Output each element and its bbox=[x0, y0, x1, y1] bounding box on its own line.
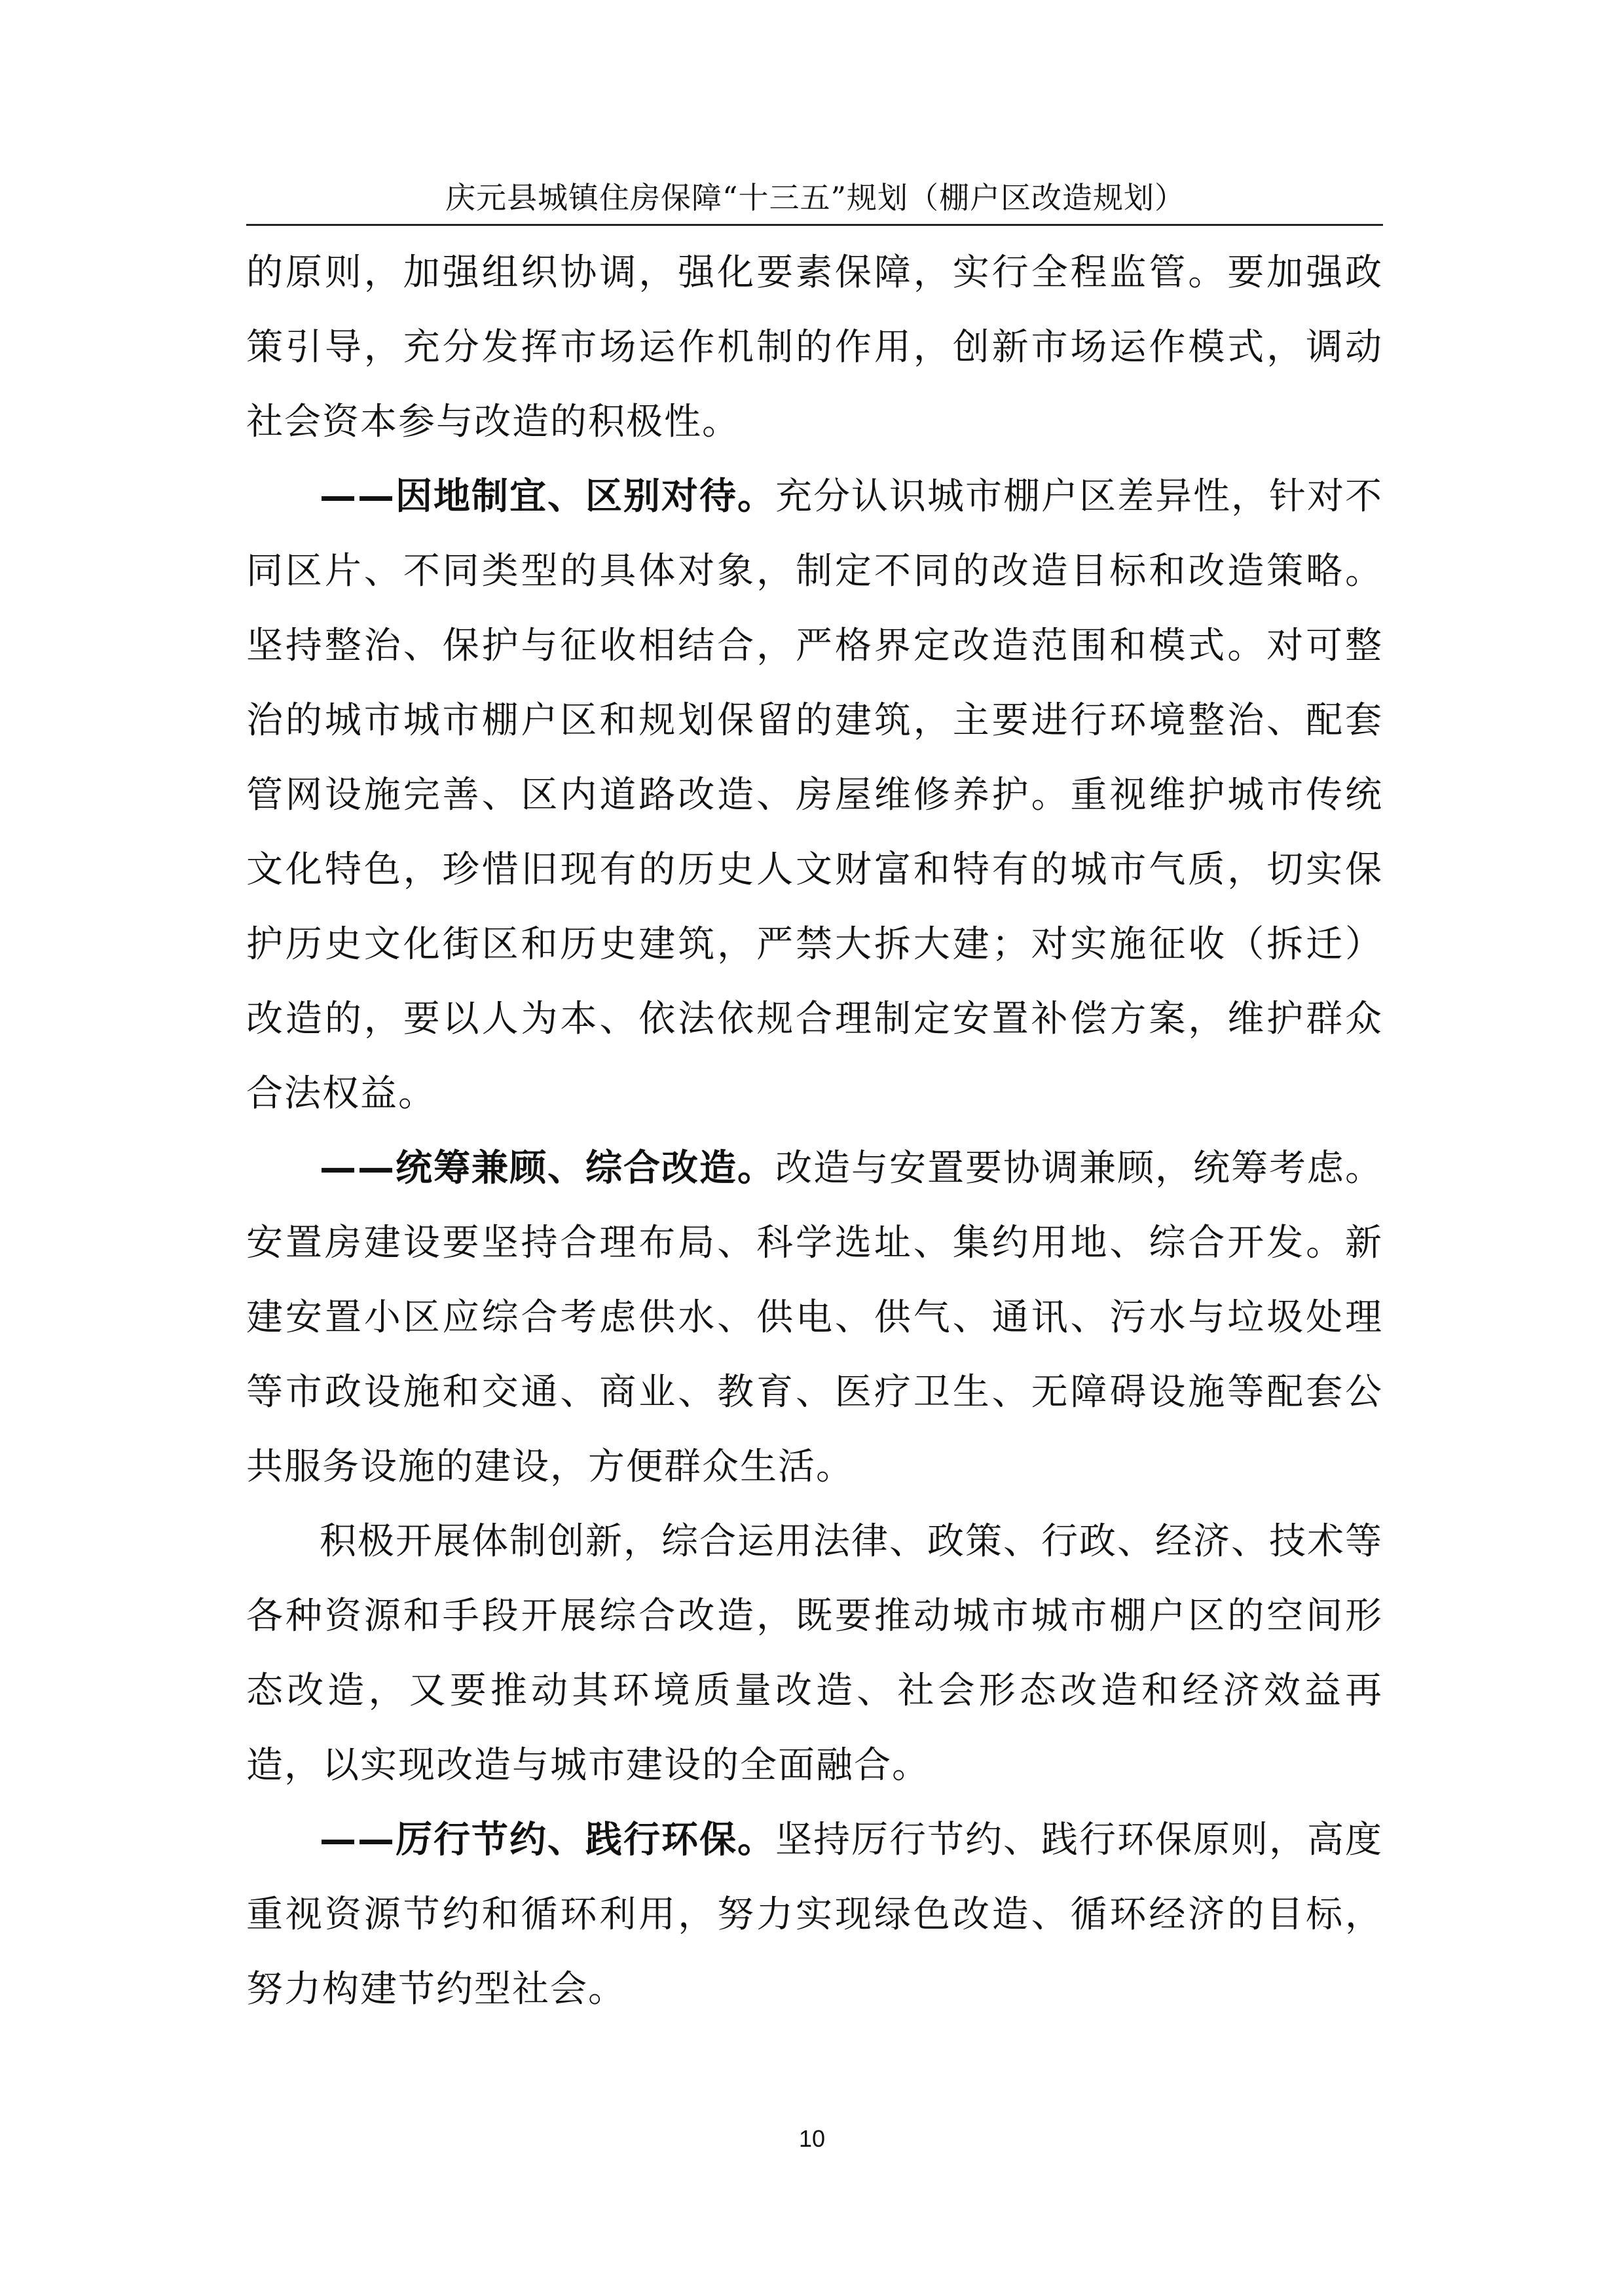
body-text bbox=[246, 236, 1383, 2027]
paragraph-text: 积极开展体制创新，综合运用法律、政策、行政、经济、技术等各种资源和手段开展综合改造，既要推动城市城市棚户区的空间形态改造，又要推动其环境质量改造、社会形态改造和经济效益再造，以实现改造与城市建设的全面融合。 bbox=[246, 1520, 1383, 1787]
header-divider bbox=[246, 224, 1383, 226]
paragraph-lead-heading: ——因地制宜、区别对待。 bbox=[320, 475, 775, 518]
paragraph bbox=[246, 236, 1383, 460]
paragraph bbox=[246, 1131, 1383, 1504]
running-header: 庆元县城镇住房保障“十三五”规划（棚户区改造规划） bbox=[445, 180, 1186, 215]
paragraph bbox=[246, 460, 1383, 1131]
paragraph-lead-heading: ——统筹兼顾、综合改造。 bbox=[320, 1147, 775, 1190]
paragraph bbox=[246, 1803, 1383, 2027]
paragraph-text: 充分认识城市棚户区差异性，针对不同区片、不同类型的具体对象，制定不同的改造目标和改造策略。坚持整治、保护与征收相结合，严格界定改造范围和模式。对可整治的城市城市棚户区和规划保留的建筑，主要进行环境整治、配套管网设施完善、区内道路改造、房屋维修养护。重视维护城市传统文化特色，珍惜旧现有的历史人文财富和特有的城市气质，切实保护历史文化街区和历史建筑，严禁大拆大建；对实施征收（拆迁）改造的，要以人为本、依法依规合理制定安置补偿方案，维护群众合法权益。 bbox=[246, 475, 1383, 1115]
page-number: 10 bbox=[798, 2125, 826, 2152]
paragraph-text: 坚持厉行节约、践行环保原则，高度重视资源节约和循环利用，努力实现绿色改造、循环经济的目标，努力构建节约型社会。 bbox=[246, 1819, 1383, 2011]
paragraph bbox=[246, 1504, 1383, 1803]
paragraph-lead-heading: ——厉行节约、践行环保。 bbox=[320, 1819, 775, 1861]
paragraph-text: 的原则，加强组织协调，强化要素保障，实行全程监管。要加强政策引导，充分发挥市场运作机制的作用，创新市场运作模式，调动社会资本参与改造的积极性。 bbox=[246, 251, 1383, 443]
paragraph-text: 改造与安置要协调兼顾，统筹考虑。安置房建设要坚持合理布局、科学选址、集约用地、综合开发。新建安置小区应综合考虑供水、供电、供气、通讯、污水与垃圾处理等市政设施和交通、商业、教育、医疗卫生、无障碍设施等配套公共服务设施的建设，方便群众生活。 bbox=[246, 1147, 1383, 1488]
